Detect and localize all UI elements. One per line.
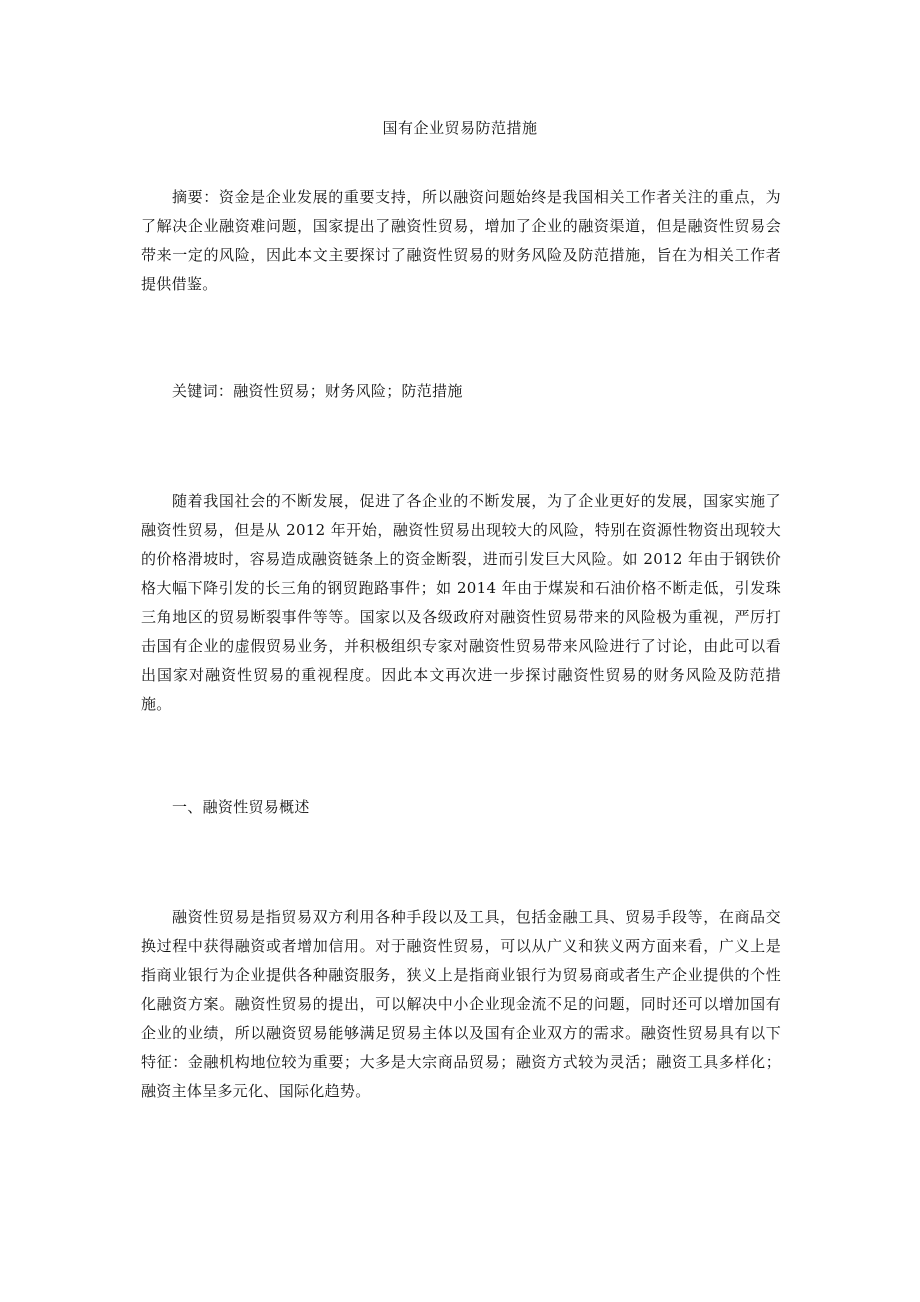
- intro-paragraph: 随着我国社会的不断发展，促进了各企业的不断发展，为了企业更好的发展，国家实施了融资性贸易，但是从 2012 年开始，融资性贸易出现较大的风险，特别在资源性物资出现较大的价格滑坡时，容易造成融资链条上的资金断裂，进而引发巨大风险。如 2012 年由于钢铁价格大幅下降引发的长三角的钢贸跑路事件；如 2014 年由于煤炭和石油价格不断走低，引发珠三角地区的贸易断裂事件等等。国家以及各级政府对融资性贸易带来的风险极为重视，严厉打击国有企业的虚假贸易业务，并积极组织专家对融资性贸易带来风险进行了讨论，由此可以看出国家对融资性贸易的重视程度。因此本文再次进一步探讨融资性贸易的财务风险及防范措施。: [141, 492, 781, 713]
- keywords-line: 关键词：融资性贸易；财务风险；防范措施: [172, 382, 463, 400]
- section-heading: 一、融资性贸易概述: [172, 798, 310, 816]
- section-paragraph: 融资性贸易是指贸易双方利用各种手段以及工具，包括金融工具、贸易手段等，在商品交换过程中获得融资或者增加信用。对于融资性贸易，可以从广义和狭义两方面来看，广义上是指商业银行为企业提供各种融资服务，狭义上是指商业银行为贸易商或者生产企业提供的个性化融资方案。融资性贸易的提出，可以解决中小企业现金流不足的问题，同时还可以增加国有企业的业绩，所以融资贸易能够满足贸易主体以及国有企业双方的需求。融资性贸易具有以下特征：金融机构地位较为重要；大多是大宗商品贸易；融资方式较为灵活；融资工具多样化；融资主体呈多元化、国际化趋势。: [141, 908, 781, 1100]
- abstract-paragraph: 摘要：资金是企业发展的重要支持，所以融资问题始终是我国相关工作者关注的重点，为了解决企业融资难问题，国家提出了融资性贸易，增加了企业的融资渠道，但是融资性贸易会带来一定的风险，因此本文主要探讨了融资性贸易的财务风险及防范措施，旨在为相关工作者提供借鉴。: [141, 188, 781, 293]
- document-title: 国有企业贸易防范措施: [382, 119, 538, 137]
